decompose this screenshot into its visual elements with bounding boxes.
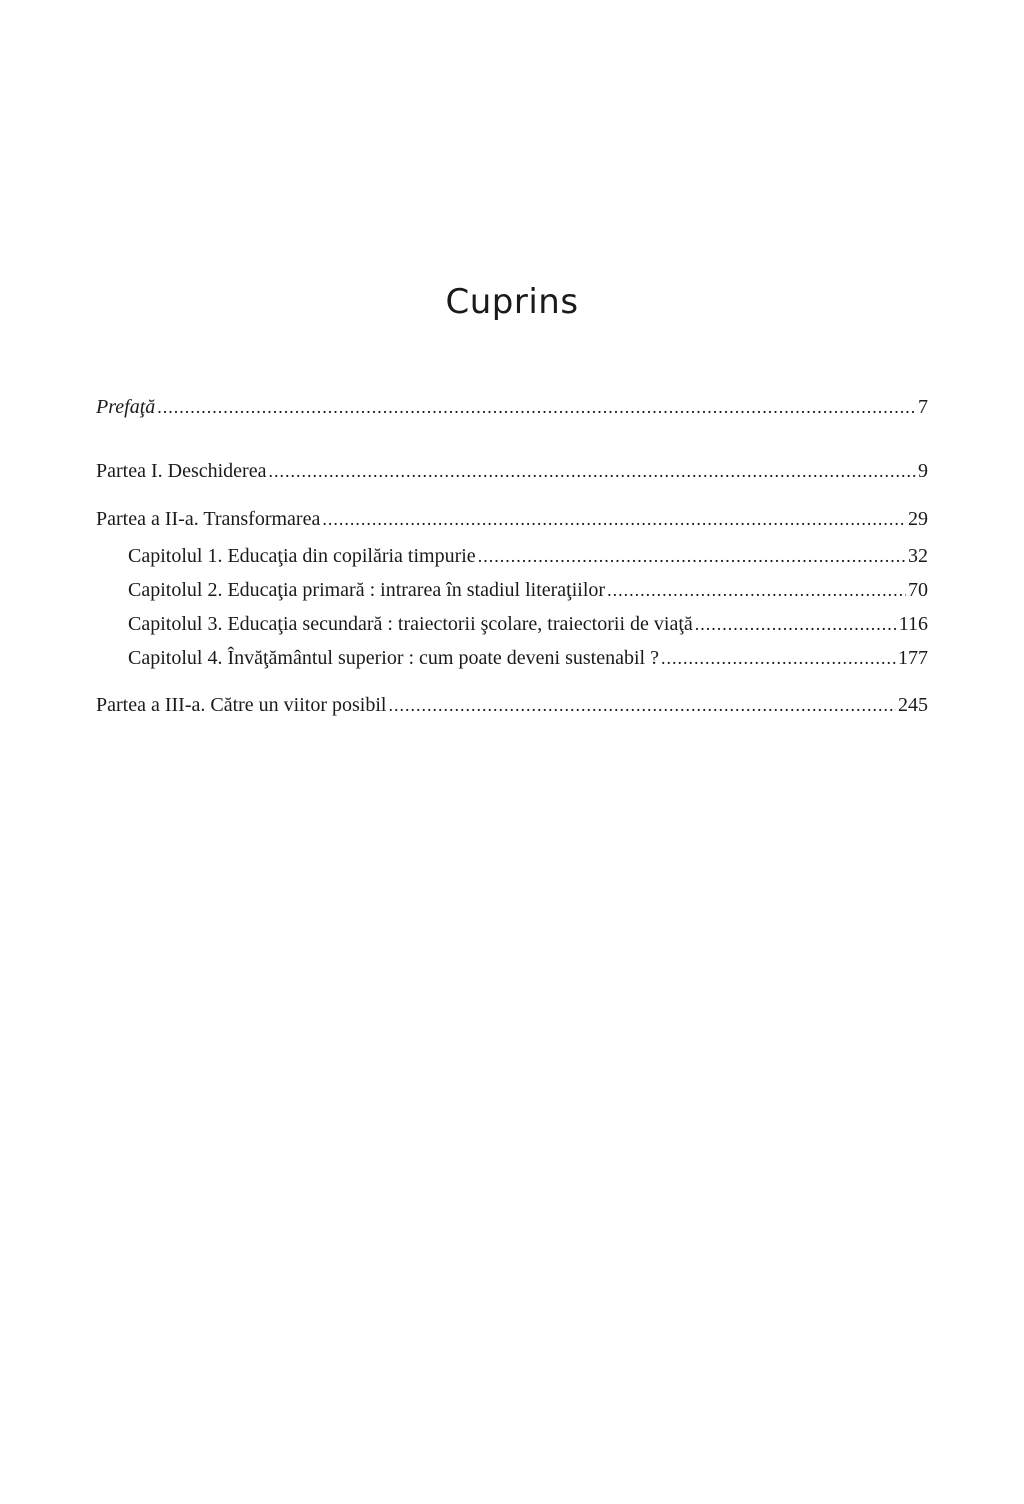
toc-entry-label: Capitolul 1. Educaţia din copilăria timpurie	[128, 545, 476, 567]
toc-entry-label: Prefaţă	[96, 396, 156, 418]
toc-page-number: 245	[898, 694, 928, 716]
dot-leader	[157, 394, 916, 420]
dot-leader	[695, 611, 897, 637]
toc-entry-label: Partea a III-a. Către un viitor posibil	[96, 694, 387, 716]
toc-entry-label: Partea I. Deschiderea	[96, 460, 267, 482]
toc-entry-label: Partea a II-a. Transformarea	[96, 508, 321, 530]
dot-leader	[268, 458, 916, 484]
toc-entry-chapter-4[interactable]	[128, 645, 928, 671]
dot-leader	[478, 543, 906, 569]
toc-entry-chapter-2[interactable]	[128, 577, 928, 603]
toc-page-number: 116	[898, 613, 928, 635]
toc-entry-chapter-1[interactable]	[128, 543, 928, 569]
toc-entry-label: Capitolul 2. Educaţia primară : intrarea în stadiul literaţiilor	[128, 579, 606, 601]
toc-page-number: 177	[898, 647, 928, 669]
dot-leader	[388, 692, 896, 718]
toc-page-number: 32	[908, 545, 928, 567]
toc-entry-part-2[interactable]	[96, 506, 928, 532]
toc-page-number: 9	[918, 460, 928, 482]
toc-entry-label: Capitolul 3. Educaţia secundară : traiectorii şcolare, traiectorii de viaţă	[128, 613, 693, 635]
toc-page-number: 7	[918, 396, 928, 418]
toc-page-number: 29	[908, 508, 928, 530]
toc-page-number: 70	[908, 579, 928, 601]
toc-entry-part-1[interactable]	[96, 458, 928, 484]
dot-leader	[661, 645, 896, 671]
page-title: Cuprins	[445, 282, 579, 322]
toc-entry-chapter-3[interactable]	[128, 611, 928, 637]
dot-leader	[607, 577, 906, 603]
dot-leader	[322, 506, 906, 532]
toc-entry-part-3[interactable]	[96, 692, 928, 718]
toc-entry-label: Capitolul 4. Învăţământul superior : cum poate deveni sustenabil ?	[128, 647, 659, 669]
toc-entry-preface[interactable]	[96, 394, 928, 420]
